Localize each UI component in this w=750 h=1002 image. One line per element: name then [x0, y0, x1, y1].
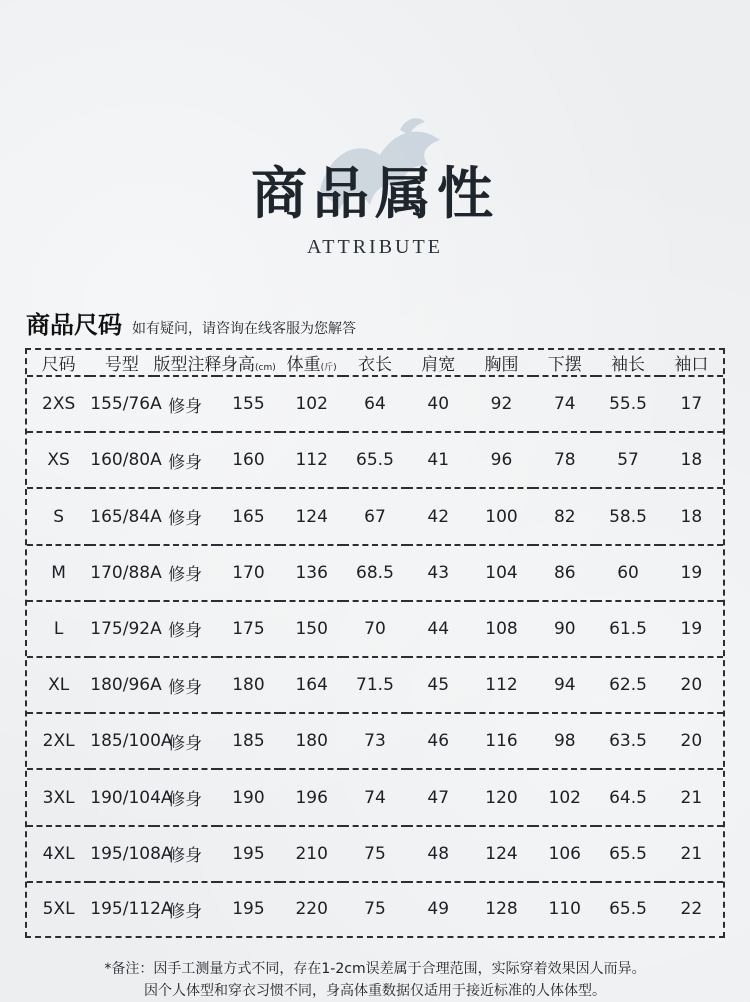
section-note: 如有疑问，请咨询在线客服为您解答	[132, 321, 356, 337]
table-row	[27, 713, 723, 769]
table-cell: 70	[343, 601, 406, 657]
table-row	[27, 882, 723, 936]
table-cell: 78	[533, 432, 596, 488]
table-cell: 63.5	[596, 713, 659, 769]
table-cell: 修身	[154, 769, 217, 825]
section-title: 商品尺码	[26, 311, 122, 339]
footnote	[0, 958, 750, 1002]
column-header-unit: (cm)	[255, 363, 276, 373]
table-cell: 112	[470, 657, 533, 713]
table-row	[27, 657, 723, 713]
table-cell: 75	[343, 826, 406, 882]
column-header	[407, 350, 470, 376]
table-cell: 98	[533, 713, 596, 769]
column-header-label: 版型注释	[153, 355, 222, 375]
table-cell: 180/96A	[90, 657, 153, 713]
table-cell: 46	[407, 713, 470, 769]
table-cell: 165	[217, 488, 280, 544]
column-header	[153, 350, 222, 376]
table-cell: L	[27, 601, 90, 657]
table-cell: 74	[343, 769, 406, 825]
column-header	[660, 350, 723, 376]
table-cell: 修身	[168, 901, 203, 922]
table-cell: 2XL	[27, 713, 90, 769]
size-table	[27, 350, 723, 936]
table-cell: 修身	[154, 713, 217, 769]
column-header-label: 体重	[286, 355, 321, 375]
table-cell: 185	[217, 713, 280, 769]
column-header	[533, 350, 596, 376]
table-cell: 65.5	[596, 826, 659, 882]
table-cell: 150	[280, 601, 343, 657]
table-cell: 124	[280, 488, 343, 544]
table-cell: 64.5	[596, 769, 659, 825]
column-header-label: 肩宽	[421, 355, 456, 375]
table-cell: 61.5	[596, 601, 659, 657]
table-cell: 20	[660, 657, 723, 713]
table-cell: 116	[470, 713, 533, 769]
column-header-label: 号型	[104, 355, 139, 375]
table-cell: 64	[343, 376, 406, 432]
column-header-label: 下摆	[547, 355, 582, 375]
table-cell: 102	[533, 769, 596, 825]
table-cell: 60	[596, 545, 659, 601]
table-cell: 45	[407, 657, 470, 713]
table-cell: 210	[280, 826, 343, 882]
table-cell: 112	[280, 432, 343, 488]
table-cell: 4XL	[27, 826, 90, 882]
table-cell: 修身	[154, 376, 217, 432]
table-cell: 42	[407, 488, 470, 544]
table-cell: 修身	[154, 826, 217, 882]
table-cell: 196	[280, 769, 343, 825]
table-cell: 124	[470, 826, 533, 882]
column-header	[280, 350, 343, 376]
table-cell: 106	[533, 826, 596, 882]
footnote-line-1: *备注：因手工测量方式不同，存在1-2cm误差属于合理范围，实际穿着效果因人而异。	[104, 961, 646, 977]
table-cell: 92	[470, 376, 533, 432]
table-cell: 58.5	[596, 488, 659, 544]
table-cell: 49	[427, 899, 450, 920]
table-cell: 104	[470, 545, 533, 601]
table-cell: 22	[680, 899, 703, 920]
table-cell: 47	[407, 769, 470, 825]
table-cell: 修身	[154, 601, 217, 657]
table-cell: 修身	[154, 488, 217, 544]
table-cell: 修身	[154, 545, 217, 601]
page-subtitle: ATTRIBUTE	[307, 236, 443, 258]
table-cell: 136	[280, 545, 343, 601]
column-header	[217, 350, 280, 376]
page-title: 商品属性	[251, 161, 499, 227]
table-row	[27, 769, 723, 825]
table-row	[27, 376, 723, 432]
table-cell: 195/108A	[90, 826, 153, 882]
column-header-label: 衣长	[357, 355, 392, 375]
table-cell: 40	[407, 376, 470, 432]
table-cell: 41	[407, 432, 470, 488]
table-cell: 67	[343, 488, 406, 544]
table-cell: 21	[660, 826, 723, 882]
table-cell: 185/100A	[90, 713, 153, 769]
table-cell: 19	[660, 601, 723, 657]
table-cell: 65.5	[343, 432, 406, 488]
table-cell: 100	[470, 488, 533, 544]
table-cell: 102	[280, 376, 343, 432]
table-cell: 180	[217, 657, 280, 713]
table-cell: 57	[596, 432, 659, 488]
table-body	[27, 376, 723, 936]
table-cell: 160	[217, 432, 280, 488]
table-cell: 19	[660, 545, 723, 601]
table-cell: M	[27, 545, 90, 601]
table-cell: 2XS	[27, 376, 90, 432]
table-cell: 195	[232, 899, 265, 920]
table-row	[27, 545, 723, 601]
table-cell: 86	[533, 545, 596, 601]
table-cell: 195	[217, 826, 280, 882]
table-cell: XS	[27, 432, 90, 488]
table-row	[27, 488, 723, 544]
table-header-row	[27, 350, 723, 376]
footnote-line-2: 因个人体型和穿衣习惯不同，身高体重数据仅适用于接近标准的人体体型。	[144, 983, 606, 999]
table-cell: 74	[533, 376, 596, 432]
column-header-label: 胸围	[484, 355, 519, 375]
table-row	[27, 432, 723, 488]
table-cell: 43	[407, 545, 470, 601]
table-cell: XL	[27, 657, 90, 713]
table-cell: 5XL	[42, 899, 75, 920]
table-cell: 170/88A	[90, 545, 153, 601]
table-cell: 75	[364, 899, 386, 920]
column-header-label: 袖口	[674, 355, 709, 375]
table-cell: 73	[343, 713, 406, 769]
column-header	[90, 350, 153, 376]
table-cell: 68.5	[343, 545, 406, 601]
table-cell: 164	[280, 657, 343, 713]
table-cell: 220	[295, 899, 328, 920]
table-cell: 120	[470, 769, 533, 825]
table-cell: S	[27, 488, 90, 544]
table-cell: 20	[660, 713, 723, 769]
column-header	[343, 350, 406, 376]
table-cell: 190	[217, 769, 280, 825]
table-cell: 48	[407, 826, 470, 882]
column-header-unit: (斤)	[320, 363, 337, 373]
table-cell: 155/76A	[90, 376, 153, 432]
table-cell: 155	[217, 376, 280, 432]
table-cell: 65.5	[609, 899, 647, 920]
table-cell: 96	[470, 432, 533, 488]
table-cell: 160/80A	[90, 432, 153, 488]
table-cell: 108	[470, 601, 533, 657]
table-cell: 18	[660, 488, 723, 544]
table-cell: 44	[407, 601, 470, 657]
table-cell: 175	[217, 601, 280, 657]
table-cell: 165/84A	[90, 488, 153, 544]
table-cell: 71.5	[343, 657, 406, 713]
table-cell: 62.5	[596, 657, 659, 713]
table-cell: 128	[485, 899, 518, 920]
table-cell: 180	[280, 713, 343, 769]
table-row	[27, 826, 723, 882]
table-cell: 110	[548, 899, 581, 920]
table-cell: 21	[660, 769, 723, 825]
table-cell: 3XL	[27, 769, 90, 825]
size-section-header	[26, 305, 356, 337]
table-cell: 175/92A	[90, 601, 153, 657]
table-cell: 195/112A	[90, 899, 173, 920]
table-cell: 18	[660, 432, 723, 488]
table-cell: 90	[533, 601, 596, 657]
table-row	[27, 601, 723, 657]
table-cell: 170	[217, 545, 280, 601]
table-cell: 190/104A	[90, 769, 153, 825]
size-table-frame	[25, 348, 725, 938]
table-cell: 94	[533, 657, 596, 713]
table-cell: 17	[660, 376, 723, 432]
table-cell: 修身	[154, 432, 217, 488]
table-cell: 82	[533, 488, 596, 544]
column-header	[596, 350, 659, 376]
column-header-label: 袖长	[611, 355, 646, 375]
table-cell: 55.5	[596, 376, 659, 432]
column-header	[470, 350, 533, 376]
column-header-label: 尺码	[41, 355, 76, 375]
table-cell: 修身	[154, 657, 217, 713]
column-header-label: 身高	[221, 355, 256, 375]
column-header	[27, 350, 90, 376]
